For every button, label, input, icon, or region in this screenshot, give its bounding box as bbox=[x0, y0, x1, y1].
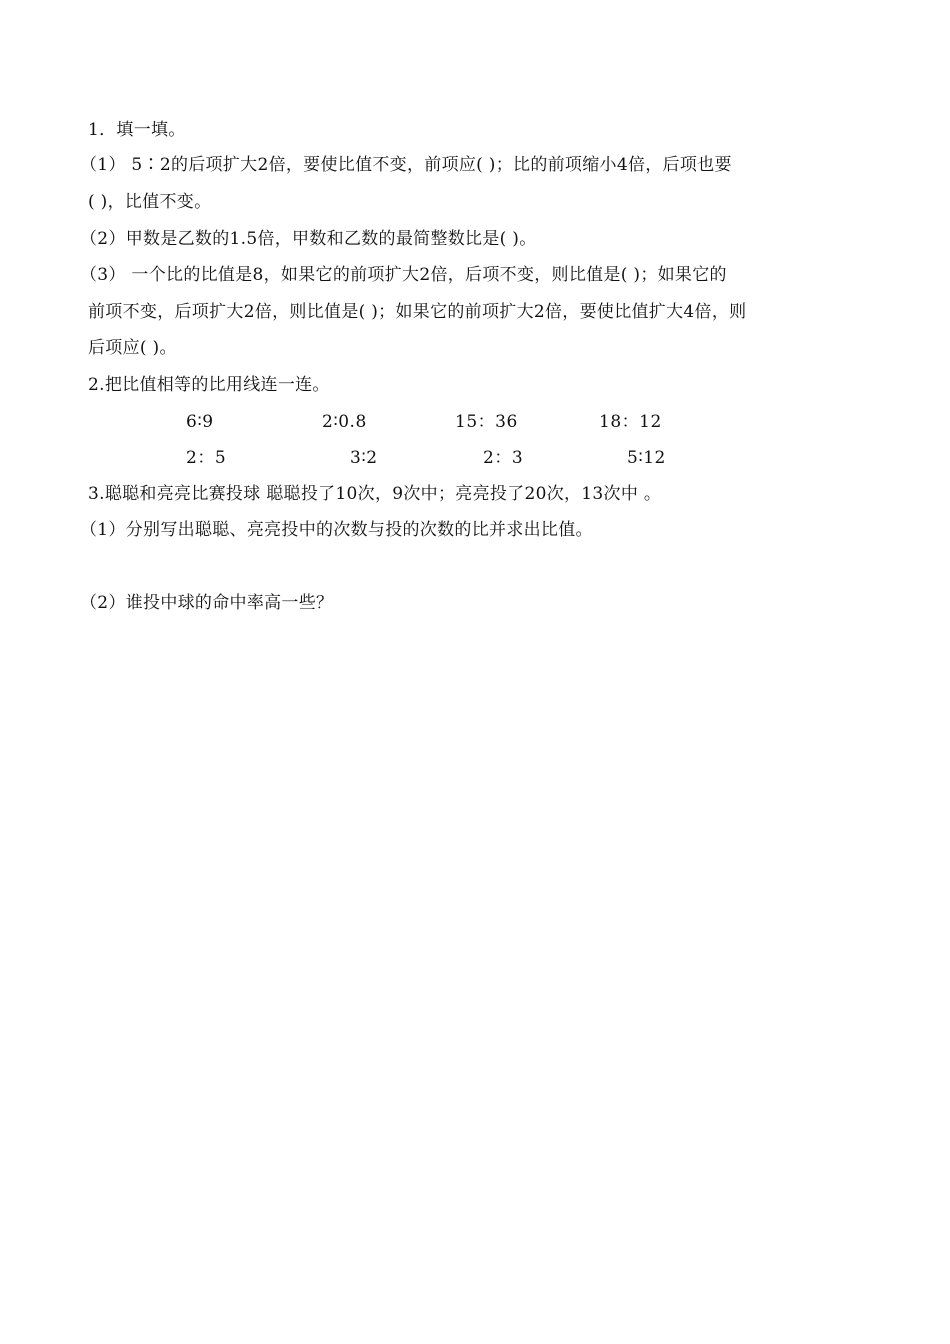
ratio-bottom-4: 5∶12 bbox=[627, 448, 666, 468]
ratio-top-4: 18：12 bbox=[599, 412, 662, 432]
ratio-bottom-2: 3∶2 bbox=[350, 448, 378, 468]
ratio-bottom-3: 2：3 bbox=[483, 448, 524, 468]
q1-part3-line3: 后项应( )。 bbox=[88, 338, 177, 358]
q3-title: 3.聪聪和亮亮比赛投球 聪聪投了10次，9次中；亮亮投了20次，13次中 。 bbox=[88, 484, 662, 504]
q1-part2: （2）甲数是乙数的1.5倍，甲数和乙数的最简整数比是( )。 bbox=[80, 229, 537, 249]
q1-part1-line1: （1） 5∶2的后项扩大2倍，要使比值不变，前项应( )；比的前项缩小4倍，后项也要 bbox=[80, 155, 732, 175]
ratio-top-2: 2∶0.8 bbox=[322, 412, 367, 432]
q3-part1: （1）分别写出聪聪、亮亮投中的次数与投的次数的比并求出比值。 bbox=[80, 520, 593, 540]
q1-title: 1．填一填。 bbox=[88, 120, 186, 140]
q3-part2: （2）谁投中球的命中率高一些？ bbox=[80, 593, 334, 613]
q1-part1-line2: ( )，比值不变。 bbox=[88, 192, 212, 212]
ratio-bottom-1: 2：5 bbox=[186, 448, 227, 468]
q2-title: 2.把比值相等的比用线连一连。 bbox=[88, 375, 330, 395]
ratio-top-3: 15：36 bbox=[455, 412, 518, 432]
ratio-top-1: 6∶9 bbox=[186, 412, 214, 432]
q1-part3-line1: （3） 一个比的比值是8，如果它的前项扩大2倍，后项不变，则比值是( )；如果它的 bbox=[80, 265, 727, 285]
q1-part3-line2: 前项不变，后项扩大2倍，则比值是( )；如果它的前项扩大2倍，要使比值扩大4倍，则 bbox=[88, 302, 747, 322]
